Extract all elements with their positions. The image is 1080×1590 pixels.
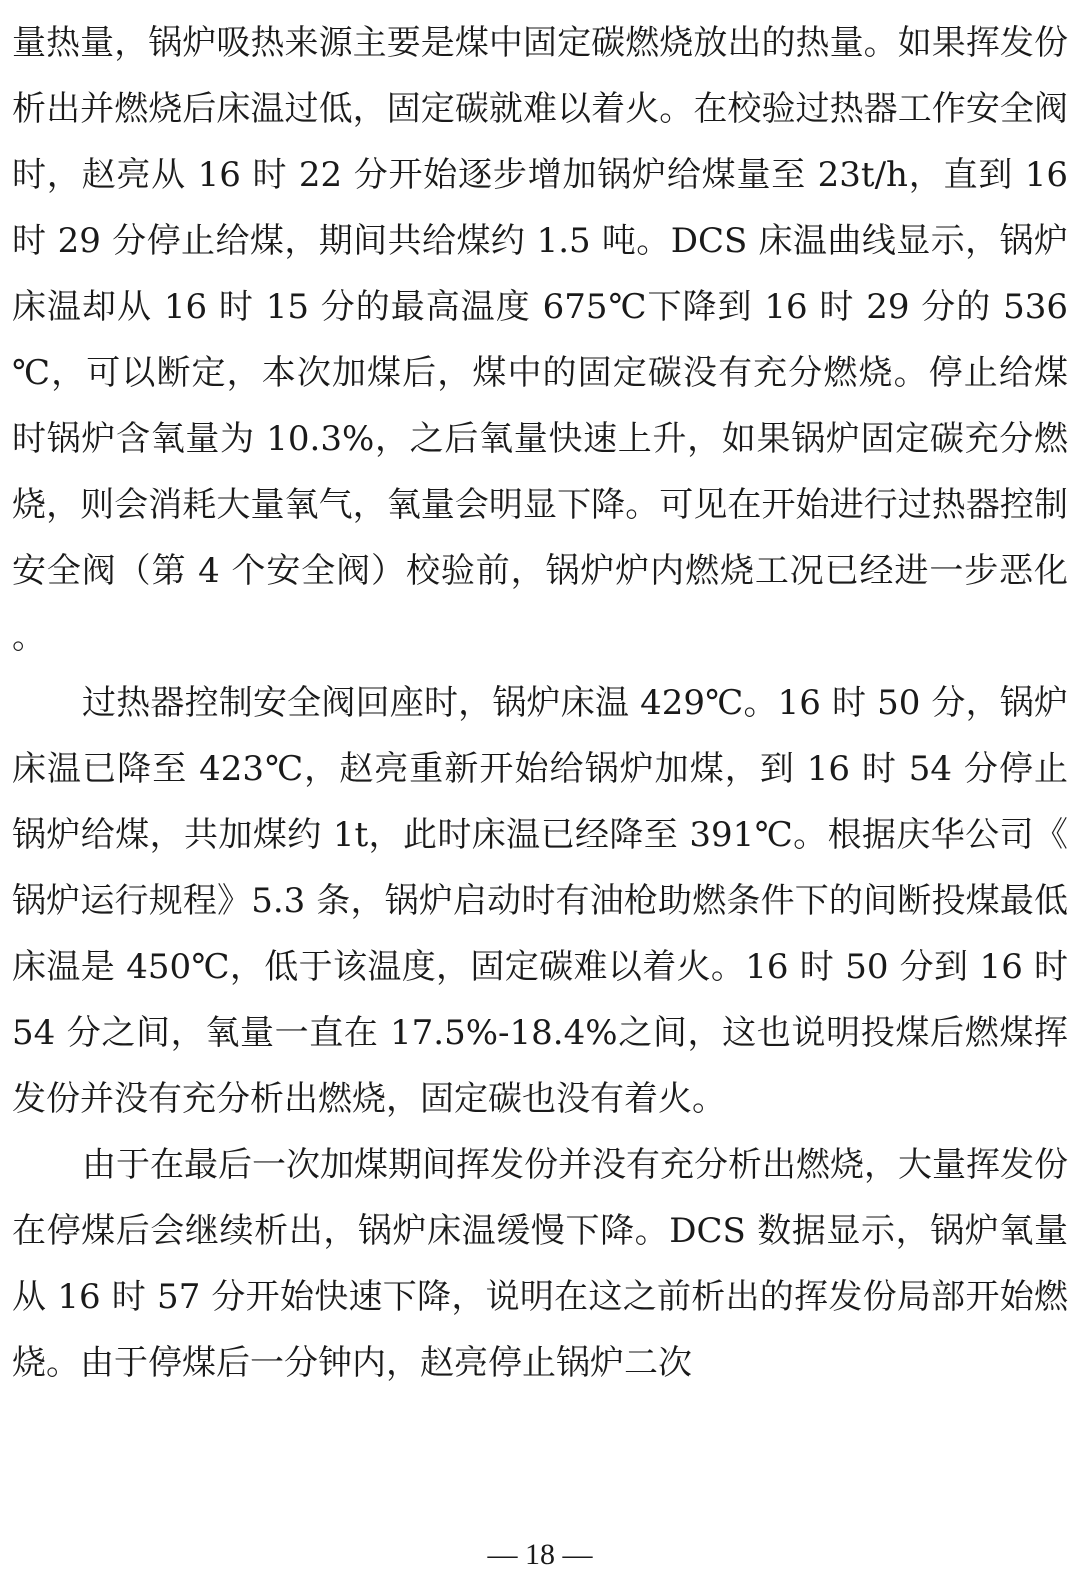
document-body xyxy=(12,10,1068,1396)
paragraph-3: 由于在最后一次加煤期间挥发份并没有充分析出燃烧，大量挥发份在停煤后会继续析出，锅炉床温缓慢下降。DCS 数据显示，锅炉氧量从 16 时 57 分开始快速下降，说明在这之前析出的挥发份局部开始燃烧。由于停煤后一分钟内，赵亮停止锅炉二次 xyxy=(12,1145,1068,1383)
paragraph-2: 过热器控制安全阀回座时，锅炉床温 429℃。16 时 50 分，锅炉床温已降至 423℃，赵亮重新开始给锅炉加煤，到 16 时 54 分停止锅炉给煤，共加煤约 1t，此时床温已经降至 391℃。根据庆华公司《锅炉运行规程》5.3 条，锅炉启动时有油枪助燃条件下的间断投煤最低床温是 450℃，低于该温度，固定碳难以着火。16 时 50 分到 16 时 54 分之间，氧量一直在 17.5%-18.4%之间，这也说明投煤后燃煤挥发份并没有充分析出燃烧，固定碳也没有着火。 xyxy=(12,683,1068,1119)
page-number: — 18 — xyxy=(487,1538,593,1571)
paragraph-1: 量热量，锅炉吸热来源主要是煤中固定碳燃烧放出的热量。如果挥发份析出并燃烧后床温过低，固定碳就难以着火。在校验过热器工作安全阀时，赵亮从 16 时 22 分开始逐步增加锅炉给煤量至 23t/h，直到 16 时 29 分停止给煤，期间共给煤约 1.5 吨。DCS 床温曲线显示，锅炉床温却从 16 时 15 分的最高温度 675℃下降到 16 时 29 分的 536℃，可以断定，本次加煤后，煤中的固定碳没有充分燃烧。停止给煤时锅炉含氧量为 10.3%，之后氧量快速上升，如果锅炉固定碳充分燃烧，则会消耗大量氧气，氧量会明显下降。可见在开始进行过热器控制安全阀（第 4 个安全阀）校验前，锅炉炉内燃烧工况已经进一步恶化。 xyxy=(12,23,1068,657)
